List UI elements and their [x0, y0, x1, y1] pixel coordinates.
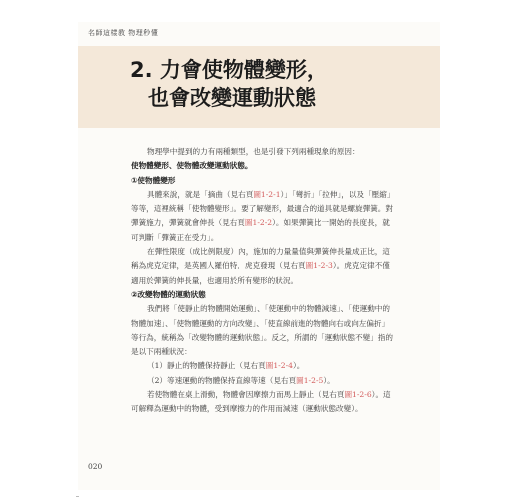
figure-ref-1-2-5: 圖1-2-5	[296, 375, 324, 385]
figure-ref-1-2-6: 圖1-2-6	[344, 390, 372, 400]
text-run: ）。如果彈簧比一開始的長度長，就可判斷「彈簧正在受力」。	[131, 218, 390, 242]
page-number: 020	[88, 462, 103, 471]
chapter-title	[130, 56, 328, 112]
chapter-title-line-1: 2. 力會使物體變形，	[130, 58, 328, 82]
figure-ref-1-2-3: 圖1-2-3	[305, 261, 333, 271]
list-item-2	[131, 374, 393, 388]
text-run: ）」「彎折」「拉伸」，以及「壓縮」等等，這裡統稱「使物體變形」。要了解變形，最適合的道具就是螺旋彈簧。對彈簧施力，彈簧就會伸長（見右頁	[131, 189, 393, 228]
body-text	[131, 145, 393, 417]
text-run: ）。虎克定律不僅適用於彈簧的伸長量，也適用於所有變形的狀況。	[131, 261, 390, 285]
text-run: ）。	[292, 361, 305, 371]
paragraph-motion-2	[131, 388, 393, 417]
summary-line: 使物體變形、使物體改變運動狀態。	[131, 161, 253, 171]
text-run: 若使物體在桌上滑動，物體會因摩擦力而馬上靜止（見右頁	[147, 390, 345, 400]
text-run: ）。這可解釋為運動中的物體，受到摩擦力的作用而減速（運動狀態改變）。	[131, 390, 391, 414]
list-item-1	[131, 359, 393, 373]
text-run: （2）等速運動的物體保持直線等速（見右頁	[147, 375, 297, 385]
figure-ref-1-2-2: 圖1-2-2	[244, 218, 273, 228]
paragraph-deformation-1	[131, 188, 393, 245]
text-run: 在彈性限度（成比例限度）內，施加的力量量值與彈簧伸長量成正比，這稱為虎克定律，是英國人羅伯特．虎克發現（見右頁	[131, 247, 390, 271]
crop-mark	[76, 496, 79, 497]
intro-paragraph: 物理學中提到的力有兩種類型，也是引發下列兩種現象的原因：	[147, 147, 360, 156]
paragraph-deformation-2	[131, 245, 393, 288]
section-heading-deformation: ①使物體變形	[131, 175, 176, 185]
running-header: 名師這樣教 物理秒懂	[88, 29, 159, 37]
text-run: （1）靜止的物體保持靜止（見右頁	[147, 361, 266, 371]
text-run: 具體來說，就是「摘曲（見右頁	[147, 189, 254, 199]
paragraph-motion-1: 我們將「使靜止的物體開始運動」、「使運動中的物體減速」、「使運動中的物體加速」、「使物體運動的方向改變」、「使直線前進的物體向右或向左偏折」等行為，統稱為「改變物體的運動狀態」。反之，所謂的「運動狀態不變」指的是以下兩種狀況：	[131, 304, 393, 357]
section-heading-motion: ②改變物體的運動狀態	[131, 289, 206, 299]
chapter-title-line-2: 也會改變運動狀態	[148, 86, 316, 110]
text-run: ）。	[323, 375, 335, 385]
figure-ref-1-2-1: 圖1-2-1	[253, 189, 281, 199]
figure-ref-1-2-4: 圖1-2-4	[265, 361, 293, 371]
